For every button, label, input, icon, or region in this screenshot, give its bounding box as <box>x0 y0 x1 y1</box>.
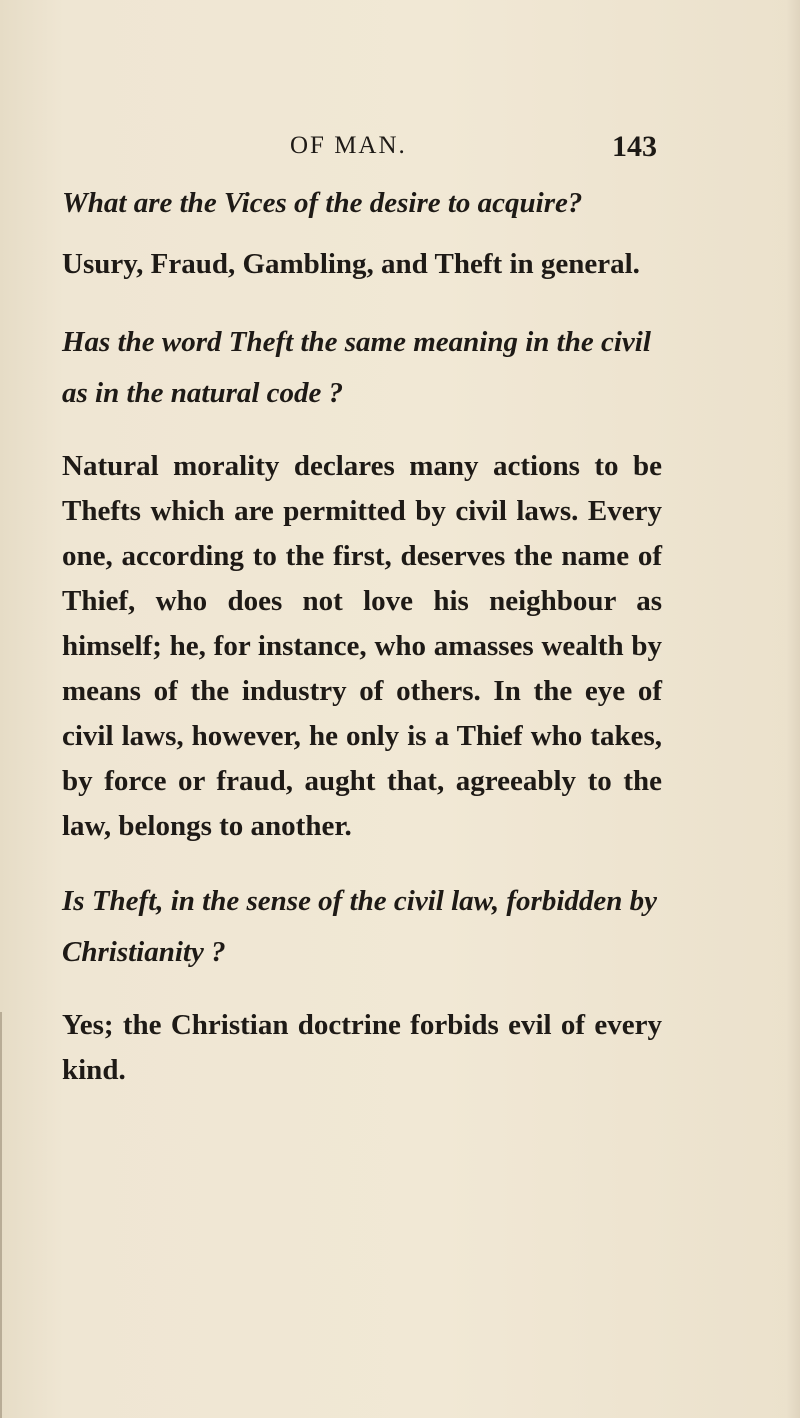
answer-1: Usury, Fraud, Gambling, and Theft in general. <box>62 248 640 280</box>
page-header <box>0 128 800 168</box>
question-3: Is Theft, in the sense of the civil law, forbidden by Christianity ? <box>62 885 658 968</box>
running-head: OF MAN. <box>290 132 407 159</box>
answer-2: Natural morality declares many actions to be Thefts which are permitted by civil laws. Every one, according to the first, deserves the name of Thief, who does not love his neighbour as himself; he, for instance, who amasses wealth by means of the industry of others. In the eye of civil laws, however, he only is a Thief who takes, by force or fraud, aught that, agreeably to the law, belongs to another. <box>62 450 662 842</box>
page-body <box>62 178 662 1093</box>
page-number: 143 <box>612 130 657 163</box>
page-shadow <box>786 0 800 1418</box>
answer-3: Yes; the Christian doctrine forbids evil of every kind. <box>62 1009 662 1086</box>
question-1: What are the Vices of the desire to acquire? <box>62 187 583 219</box>
question-2: Has the word Theft the same meaning in the civil as in the natural code ? <box>62 326 651 409</box>
page-edge-line <box>0 1012 2 1418</box>
